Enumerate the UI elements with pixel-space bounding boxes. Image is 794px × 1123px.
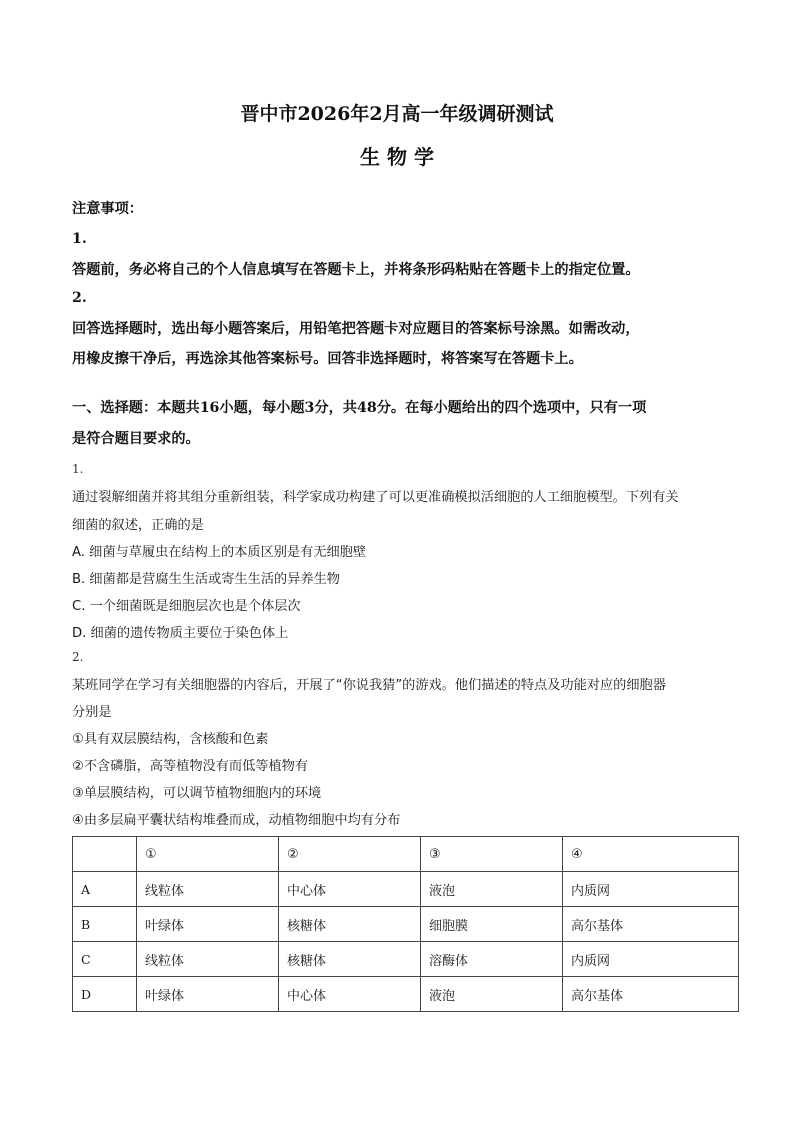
table-cell: 液泡 — [421, 977, 563, 1012]
table-cell: 内质网 — [563, 942, 739, 977]
section-heading: 一、选择题：本题共16小题，每小题3分，共48分。在每小题给出的四个选项中，只有一项 — [72, 400, 647, 416]
clue-3: ③单层膜结构，可以调节植物细胞内的环境 — [72, 786, 322, 801]
row-label: B — [73, 907, 137, 942]
table-cell: 核糖体 — [279, 907, 421, 942]
table-cell: 高尔基体 — [563, 907, 739, 942]
table-row — [73, 907, 739, 942]
table-header-cell: ④ — [563, 837, 739, 872]
table-cell: 中心体 — [279, 872, 421, 907]
table-row — [73, 942, 739, 977]
table-cell: 线粒体 — [137, 872, 279, 907]
answer-table — [72, 836, 739, 1012]
notice-heading: 注意事项： — [72, 201, 143, 217]
table-cell: 叶绿体 — [137, 907, 279, 942]
table-row — [73, 977, 739, 1012]
table-cell: 中心体 — [279, 977, 421, 1012]
option-c: C. 一个细菌既是细胞层次也是个体层次 — [72, 599, 301, 614]
table-cell: 高尔基体 — [563, 977, 739, 1012]
table-cell: 细胞膜 — [421, 907, 563, 942]
question-number: 1. — [72, 462, 84, 476]
table-row — [73, 872, 739, 907]
exam-title: 晋中市2026年2月高一年级调研测试 — [240, 103, 554, 125]
clue-4: ④由多层扁平囊状结构堆叠而成，动植物细胞中均有分布 — [72, 813, 401, 828]
table-cell: 叶绿体 — [137, 977, 279, 1012]
table-cell: 内质网 — [563, 872, 739, 907]
notice-item-text: 答题前，务必将自己的个人信息填写在答题卡上，并将条形码粘贴在答题卡上的指定位置。 — [72, 262, 640, 278]
notice-item-number: 1. — [72, 231, 87, 247]
option-d: D. 细菌的遗传物质主要位于染色体上 — [72, 626, 289, 641]
row-label: D — [73, 977, 137, 1012]
table-header-cell: ③ — [421, 837, 563, 872]
option-b: B. 细菌都是营腐生生活或寄生生活的异养生物 — [72, 572, 340, 587]
notice-item-text: 用橡皮擦干净后，再选涂其他答案标号。回答非选择题时，将答案写在答题卡上。 — [72, 351, 583, 367]
row-label: C — [73, 942, 137, 977]
question-stem: 通过裂解细菌并将其组分重新组装，科学家成功构建了可以更准确模拟活细胞的人工细胞模型。下列有关 — [72, 490, 679, 505]
question-stem: 某班同学在学习有关细胞器的内容后，开展了“你说我猜”的游戏。他们描述的特点及功能对应的细胞器 — [72, 678, 666, 693]
row-label: A — [73, 872, 137, 907]
table-cell: 核糖体 — [279, 942, 421, 977]
notice-item-text: 回答选择题时，选出每小题答案后，用铅笔把答题卡对应题目的答案标号涂黑。如需改动， — [72, 321, 640, 337]
option-a: A. 细菌与草履虫在结构上的本质区别是有无细胞壁 — [72, 545, 367, 560]
question-number: 2. — [72, 650, 84, 664]
clue-2: ②不含磷脂，高等植物没有而低等植物有 — [72, 759, 309, 774]
table-header-cell: ① — [137, 837, 279, 872]
table-cell: 液泡 — [421, 872, 563, 907]
clue-1: ①具有双层膜结构，含核酸和色素 — [72, 732, 269, 747]
question-stem: 细菌的叙述，正确的是 — [72, 518, 204, 533]
table-cell: 线粒体 — [137, 942, 279, 977]
table-header-cell — [73, 837, 137, 872]
subject-title: 生 物 学 — [360, 145, 434, 169]
notice-item-number: 2. — [72, 290, 87, 306]
question-stem: 分别是 — [72, 705, 112, 720]
table-header-row — [73, 837, 739, 872]
table-cell: 溶酶体 — [421, 942, 563, 977]
section-heading: 是符合题目要求的。 — [72, 431, 200, 447]
table-header-cell: ② — [279, 837, 421, 872]
